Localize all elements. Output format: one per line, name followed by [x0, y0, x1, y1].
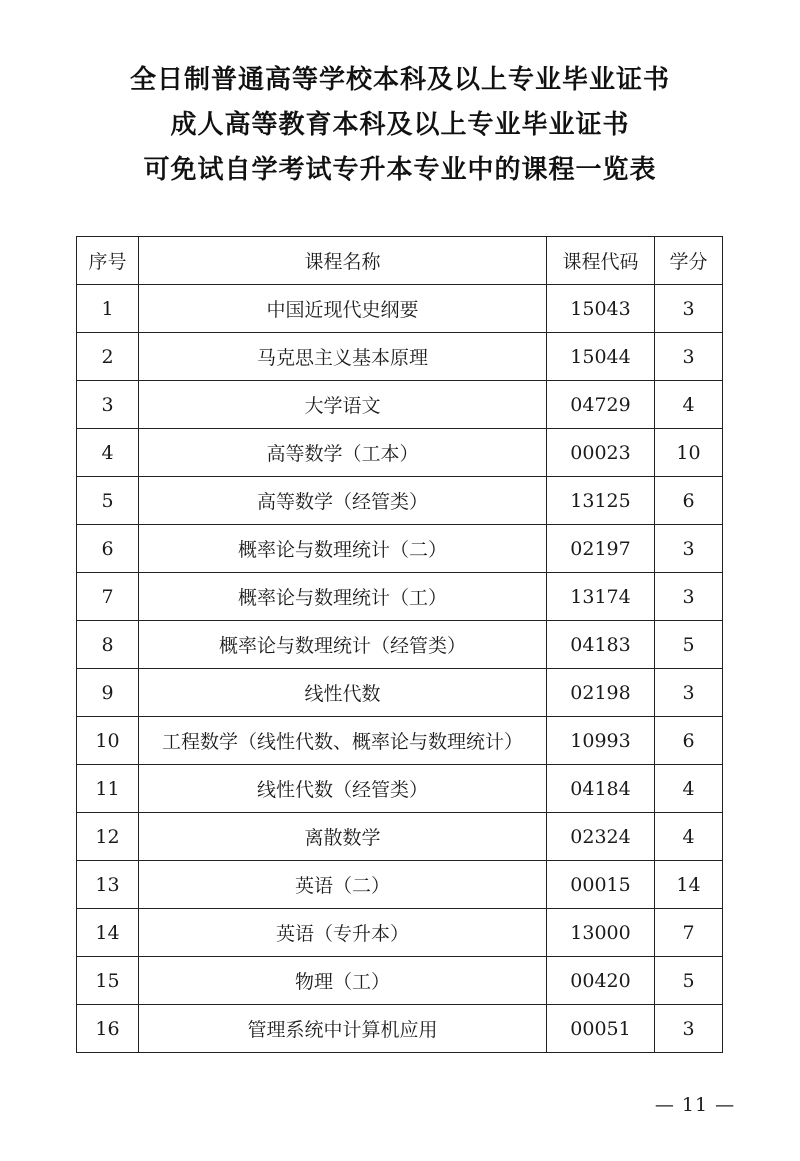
table-row [77, 333, 723, 381]
cell-course-name: 概率论与数理统计（经管类） [139, 621, 547, 669]
table-row [77, 285, 723, 333]
cell-credit: 3 [655, 333, 723, 381]
cell-seq: 14 [77, 909, 139, 957]
cell-credit: 3 [655, 573, 723, 621]
header-seq: 序号 [77, 237, 139, 285]
cell-credit: 3 [655, 285, 723, 333]
table-body [77, 285, 723, 1053]
cell-course-name: 线性代数 [139, 669, 547, 717]
cell-seq: 2 [77, 333, 139, 381]
cell-seq: 16 [77, 1005, 139, 1053]
cell-course-name: 英语（专升本） [139, 909, 547, 957]
cell-course-name: 高等数学（工本） [139, 429, 547, 477]
cell-course-code: 02324 [547, 813, 655, 861]
cell-course-code: 10993 [547, 717, 655, 765]
cell-course-code: 15044 [547, 333, 655, 381]
cell-credit: 6 [655, 717, 723, 765]
cell-course-code: 00015 [547, 861, 655, 909]
cell-course-code: 04183 [547, 621, 655, 669]
title-line-2: 成人高等教育本科及以上专业毕业证书 [170, 110, 630, 140]
cell-credit: 5 [655, 621, 723, 669]
cell-course-name: 线性代数（经管类） [139, 765, 547, 813]
table-row [77, 477, 723, 525]
cell-credit: 10 [655, 429, 723, 477]
cell-course-code: 13174 [547, 573, 655, 621]
cell-course-name: 管理系统中计算机应用 [139, 1005, 547, 1053]
cell-credit: 4 [655, 813, 723, 861]
table-row [77, 861, 723, 909]
cell-course-code: 02197 [547, 525, 655, 573]
table-row [77, 717, 723, 765]
cell-seq: 3 [77, 381, 139, 429]
title-line-3: 可免试自学考试专升本专业中的课程一览表 [143, 155, 657, 185]
cell-credit: 3 [655, 525, 723, 573]
table-header-row [77, 237, 723, 285]
cell-seq: 15 [77, 957, 139, 1005]
cell-course-name: 大学语文 [139, 381, 547, 429]
title-line-1: 全日制普通高等学校本科及以上专业毕业证书 [129, 65, 670, 95]
table-row [77, 1005, 723, 1053]
header-credit: 学分 [655, 237, 723, 285]
cell-credit: 14 [655, 861, 723, 909]
header-course-code: 课程代码 [547, 237, 655, 285]
cell-seq: 8 [77, 621, 139, 669]
cell-course-code: 02198 [547, 669, 655, 717]
table-row [77, 957, 723, 1005]
header-course-name: 课程名称 [139, 237, 547, 285]
cell-course-code: 15043 [547, 285, 655, 333]
cell-course-name: 物理（工） [139, 957, 547, 1005]
course-table [76, 236, 723, 1053]
cell-course-name: 英语（二） [139, 861, 547, 909]
cell-course-code: 13000 [547, 909, 655, 957]
table-row [77, 525, 723, 573]
cell-seq: 5 [77, 477, 139, 525]
document-title [0, 58, 800, 193]
cell-seq: 10 [77, 717, 139, 765]
cell-credit: 3 [655, 669, 723, 717]
cell-course-name: 概率论与数理统计（工） [139, 573, 547, 621]
cell-seq: 9 [77, 669, 139, 717]
cell-seq: 6 [77, 525, 139, 573]
cell-credit: 3 [655, 1005, 723, 1053]
cell-credit: 4 [655, 765, 723, 813]
cell-course-name: 概率论与数理统计（二） [139, 525, 547, 573]
cell-course-name: 马克思主义基本原理 [139, 333, 547, 381]
cell-credit: 4 [655, 381, 723, 429]
cell-course-code: 13125 [547, 477, 655, 525]
cell-course-code: 00023 [547, 429, 655, 477]
cell-seq: 12 [77, 813, 139, 861]
table-row [77, 765, 723, 813]
cell-course-name: 工程数学（线性代数、概率论与数理统计） [139, 717, 547, 765]
cell-credit: 7 [655, 909, 723, 957]
cell-seq: 1 [77, 285, 139, 333]
page-number: — 11 — [654, 1094, 736, 1116]
table-row [77, 573, 723, 621]
cell-seq: 13 [77, 861, 139, 909]
cell-course-code: 00420 [547, 957, 655, 1005]
table-row [77, 909, 723, 957]
table-row [77, 621, 723, 669]
cell-seq: 4 [77, 429, 139, 477]
cell-seq: 11 [77, 765, 139, 813]
cell-credit: 5 [655, 957, 723, 1005]
cell-course-name: 中国近现代史纲要 [139, 285, 547, 333]
cell-course-code: 00051 [547, 1005, 655, 1053]
table-row [77, 429, 723, 477]
table-row [77, 813, 723, 861]
cell-course-code: 04184 [547, 765, 655, 813]
cell-course-name: 高等数学（经管类） [139, 477, 547, 525]
cell-credit: 6 [655, 477, 723, 525]
cell-seq: 7 [77, 573, 139, 621]
table-row [77, 669, 723, 717]
cell-course-name: 离散数学 [139, 813, 547, 861]
table-row [77, 381, 723, 429]
cell-course-code: 04729 [547, 381, 655, 429]
